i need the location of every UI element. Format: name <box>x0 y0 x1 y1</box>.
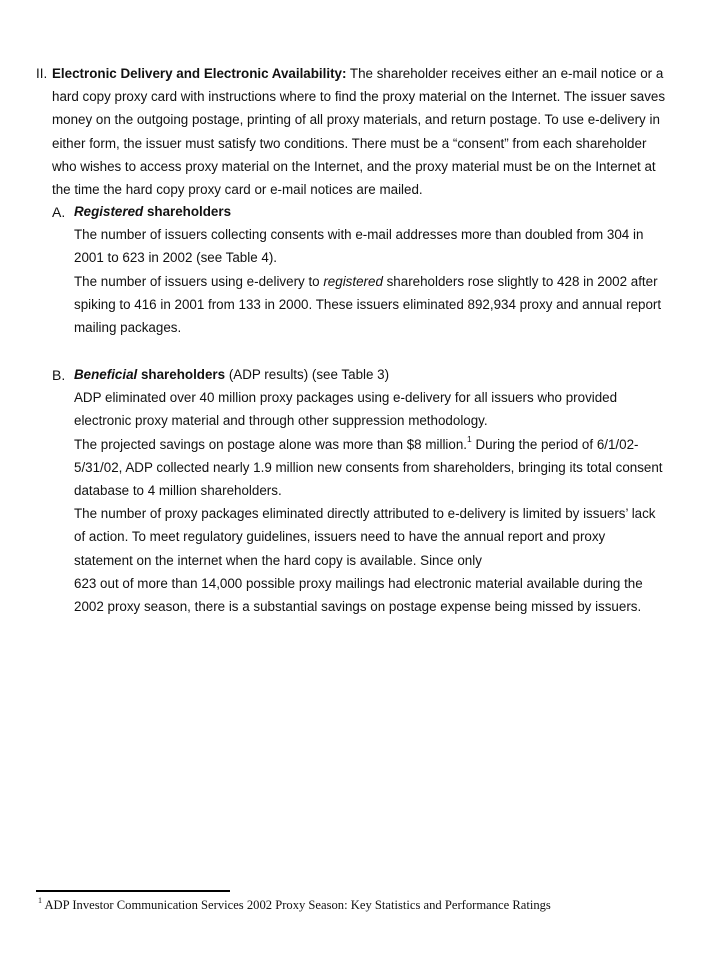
section-a-paragraph-2-pre: The number of issuers using e-delivery to <box>74 273 324 289</box>
section-a-paragraph-2-post: shareholders rose slightly to 428 in 2002 after spiking to 416 in 2001 from 133 in 2000. These issuers eliminated 892,934 proxy and annual report mailing packages. <box>74 273 662 336</box>
section-b-heading-bold: shareholders <box>137 367 226 382</box>
section-ii-heading: Electronic Delivery and Electronic Availability: <box>52 66 347 81</box>
section-a-paragraph-2 <box>74 270 664 340</box>
section-b-paragraph-2-pre: The projected savings on postage alone was more than $8 million. <box>74 436 468 452</box>
section-b-paragraph-3: The number of proxy packages eliminated directly attributed to e-delivery is limited by issuers’ lack of action. To meet regulatory guidelines, issuers need to have the annual report and proxy statement on the internet when the hard copy is available. Since only <box>74 506 656 568</box>
section-b-heading <box>52 363 664 386</box>
section-a <box>52 200 664 339</box>
section-b-heading-rest: (ADP results) (see Table 3) <box>225 367 390 382</box>
section-a-heading-italic: Registered <box>74 204 144 219</box>
section-b-paragraph-4: 623 out of more than 14,000 possible proxy mailings had electronic material available during the 2002 proxy season, there is a substantial savings on postage expense being missed by issuers. <box>74 575 643 615</box>
section-b-heading-italic: Beneficial <box>74 367 138 382</box>
section-b-paragraph-2 <box>74 433 664 503</box>
section-a-marker: A. <box>52 204 66 220</box>
footnote-marker: 1 <box>38 895 42 905</box>
section-a-heading <box>52 200 664 223</box>
footnote-reference: 1 <box>467 434 472 445</box>
section-ii-paragraph <box>52 62 670 201</box>
section-a-body <box>52 223 664 339</box>
section-ii-body: The shareholder receives either an e-mail notice or a hard copy proxy card with instructions where to find the proxy material on the Internet. The issuer saves money on the outgoing postage, printing of all proxy materials, and return postage. To use e-delivery in either form, the issuer must satisfy two conditions. There must be a “consent” from each shareholder who wishes to access proxy material on the Internet, and the proxy material must be on the Internet at the time the hard copy proxy card or e-mail notices are mailed. <box>52 66 666 198</box>
section-ii <box>36 62 670 201</box>
section-b-marker: B. <box>52 367 66 383</box>
section-a-heading-rest: shareholders <box>143 204 232 219</box>
section-b <box>52 363 664 618</box>
footnote-text: ADP Investor Communication Services 2002 Proxy Season: Key Statistics and Performance Ratings <box>42 898 551 912</box>
footnote <box>38 896 678 914</box>
section-b-paragraph-2-post: During the period of 6/1/02-5/31/02, ADP collected nearly 1.9 million new consents from shareholders, bringing its total consent database to 4 million shareholders. <box>74 436 663 499</box>
section-ii-marker: II. <box>36 66 48 81</box>
section-b-body <box>52 386 664 618</box>
footnote-divider <box>36 890 230 892</box>
section-b-paragraph-1: ADP eliminated over 40 million proxy packages using e-delivery for all issuers who provided electronic proxy material and through other suppression methodology. <box>74 390 618 429</box>
section-a-paragraph-1: The number of issuers collecting consents with e-mail addresses more than doubled from 304 in 2001 to 623 in 2002 (see Table 4). <box>74 227 644 266</box>
section-a-paragraph-2-italic: registered <box>323 273 383 289</box>
